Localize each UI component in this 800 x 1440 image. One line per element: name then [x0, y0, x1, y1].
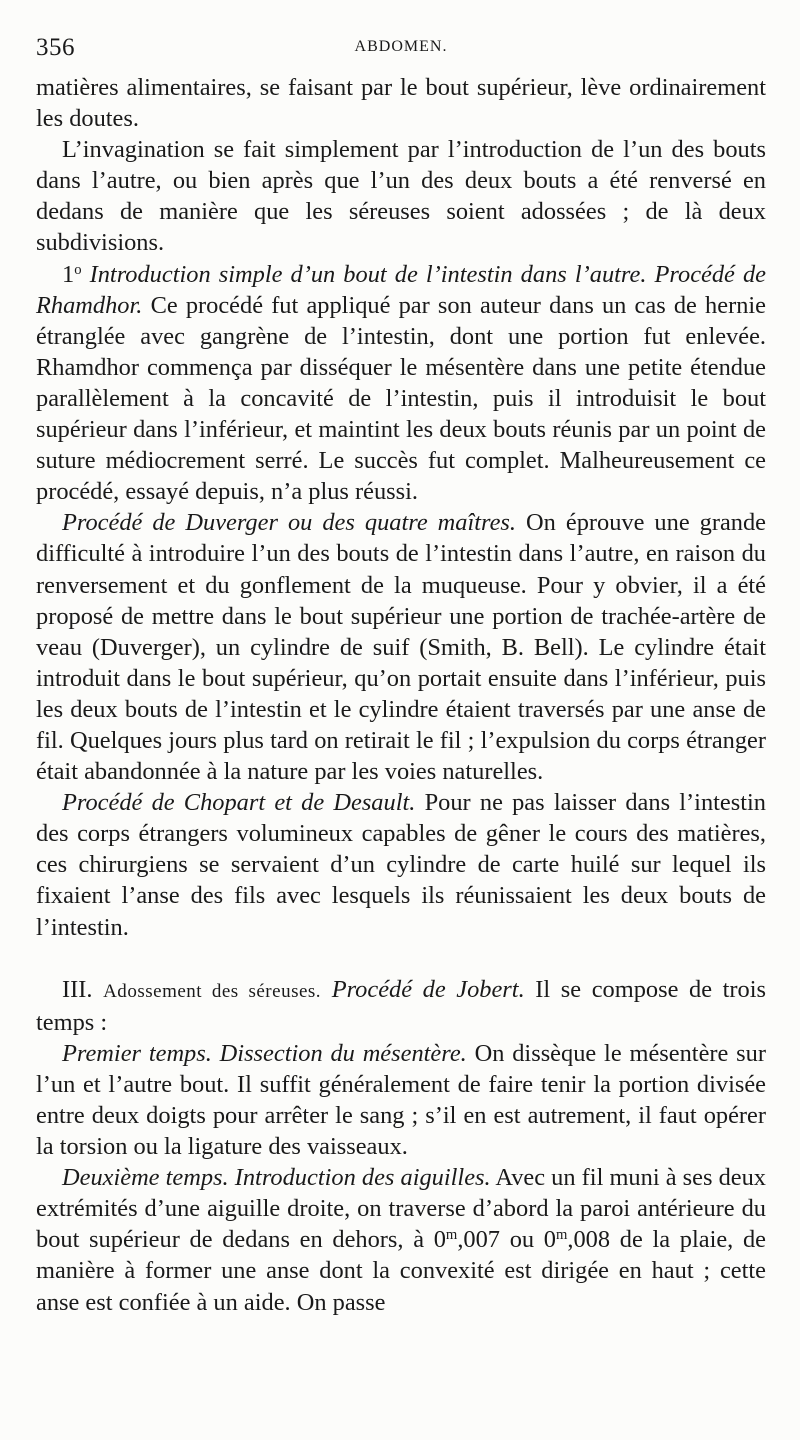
paragraph-text: Avec un fil muni à ses deux extrémités d’une aiguille droite, on traverse d’abord la paroi antérieure du bout supérieur de dedans en dehors, à 0: [36, 1164, 766, 1254]
section-numeral: III.: [62, 975, 93, 1003]
paragraph-deuxieme-temps: [36, 1162, 766, 1317]
paragraph-invagination: [36, 134, 766, 258]
paragraph-duverger: [36, 507, 766, 787]
page-header: [36, 30, 766, 70]
paragraph-section-iii: [36, 974, 766, 1038]
paragraph-text: matières alimentaires, se faisant par le bout supérieur, lève ordinairement les doutes.: [36, 74, 766, 133]
paragraph-text: On éprouve une grande difficulté à introduire l’un des bouts de l’intestin dans l’autre, en raison du renversement et du gonflement de la muqueuse. Pour y obvier, il a été proposé de mettre dans le bout supérieur une portion de trachée-artère de veau (Duverger), un cylindre de suif (Smith, B. Bell). Le cylindre était introduit dans le bout supérieur, qu’on portait ensuite dans l’inférieur, puis les deux bouts de l’intestin et le cylindre étaient traversés par une anse de fil. Quelques jours plus tard on retirait le fil ; l’expulsion du corps étranger était abandonnée à la nature par les voies naturelles.: [36, 509, 767, 786]
list-number: 1: [62, 260, 75, 288]
page-number: 356: [36, 34, 75, 61]
paragraph-chopart-desault: [36, 787, 766, 942]
section-gap: [36, 943, 766, 974]
italic-heading: Procédé de Duverger ou des quatre maîtres.: [62, 509, 517, 537]
paragraph-text: On dissèque le mésentère sur l’un et l’autre bout. Il suffit généralement de faire tenir la portion divisée entre deux doigts pour arrêter le sang ; s’il en est autrement, il faut opérer la torsion ou la ligature des vaisseaux.: [36, 1039, 766, 1161]
italic-heading: Introduction simple d’un bout de l’intestin dans l’autre. Procédé de Rhamdhor.: [36, 260, 766, 319]
paragraph-rhamdhor: [36, 259, 766, 508]
italic-heading: Deuxième temps. Introduction des aiguilles.: [62, 1164, 491, 1192]
paragraph-text: Il se compose de trois temps :: [36, 975, 766, 1036]
unit-metre: m: [445, 1227, 458, 1244]
paragraph-text: ,007 ou 0: [457, 1226, 556, 1254]
paragraph-text: ,008 de la plaie, de manière à former une anse dont la convexité est dirigée en haut ; cette anse est confiée à un aide. On passe: [36, 1226, 766, 1316]
italic-heading: Procédé de Chopart et de Desault.: [62, 789, 416, 817]
body-text: [36, 72, 766, 1318]
italic-heading: Premier temps. Dissection du mésentère.: [62, 1039, 467, 1067]
italic-heading: Procédé de Jobert.: [331, 975, 525, 1003]
running-title: ABDOMEN.: [354, 38, 448, 55]
unit-metre: m: [555, 1227, 568, 1244]
paragraph-text: Ce procédé fut appliqué par son auteur dans un cas de hernie étranglée avec gangrène de l’intestin, dont une portion fut enlevée. Rhamdhor commença par disséquer le mésentère dans une petite étendue parallèlement à la concavité de l’intestin, puis il introduisit le bout supérieur dans l’inférieur, et maintint les deux bouts réunis par un point de suture médiocrement serré. Le succès fut complet. Malheureusement ce procédé, essayé depuis, n’a plus réussi.: [36, 291, 766, 506]
paragraph-text: Pour ne pas laisser dans l’intestin des corps étrangers volumineux capables de gêner le cours des matières, ces chirurgiens se servaient d’un cylindre de carte huilé sur lequel ils fixaient l’anse des fils avec lesquels ils réunissaient les deux bouts de l’intestin.: [36, 789, 766, 941]
paragraph-text: L’invagination se fait simplement par l’introduction de l’un des bouts dans l’autre, ou bien après que l’un des deux bouts a été renversé en dedans de manière que les séreuses soient adossées ; de là deux subdivisions.: [36, 136, 766, 257]
paragraph-continuation: [36, 72, 766, 134]
paragraph-premier-temps: [36, 1038, 766, 1162]
ordinal-mark: o: [74, 261, 82, 278]
section-title: Adossement des séreuses.: [103, 980, 322, 1002]
